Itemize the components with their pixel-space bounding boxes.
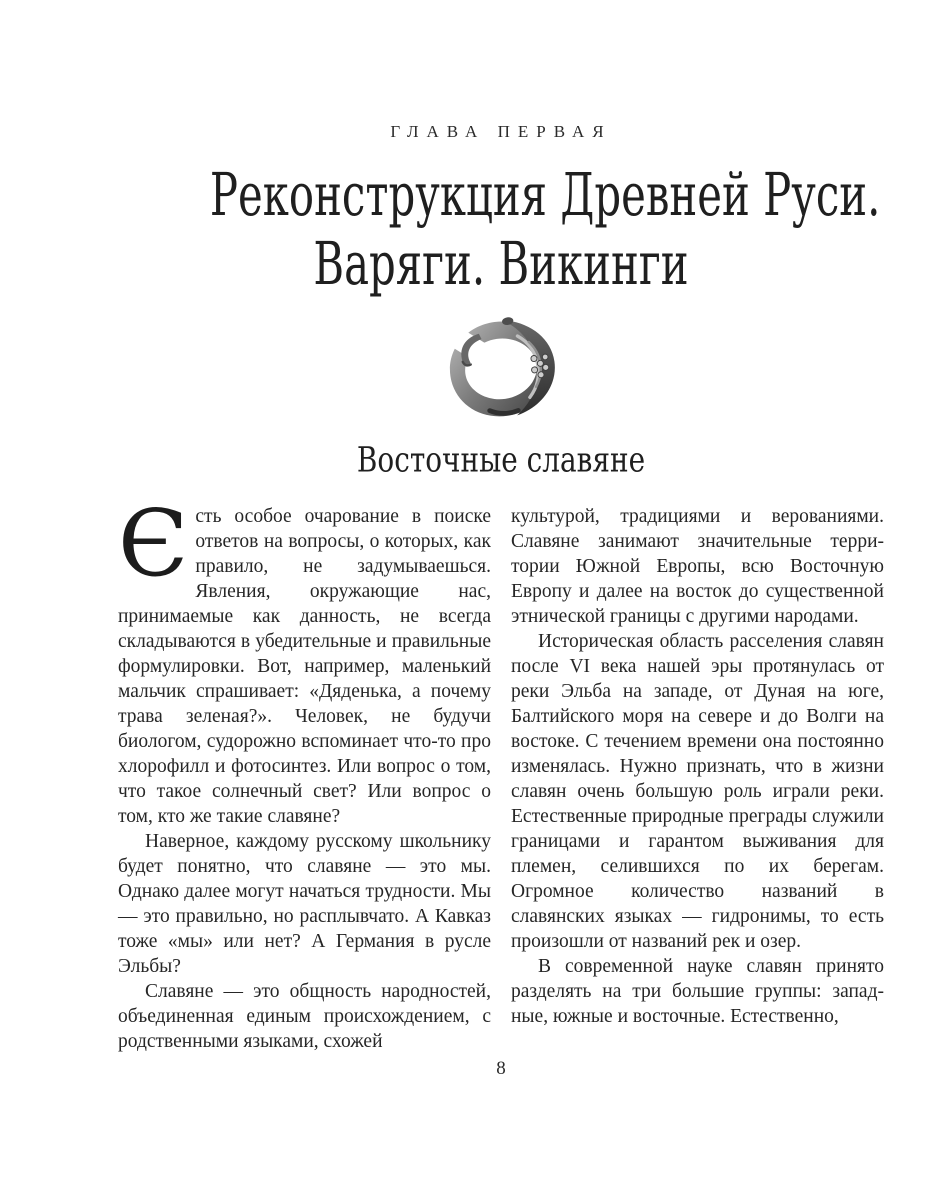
page-number: 8 — [496, 1058, 506, 1079]
ring-ornament-image — [433, 314, 569, 420]
body-text — [118, 490, 884, 1054]
paragraph: Славяне — это общность народностей, объединенная единым происхождением, с родственными языками, схожей — [118, 981, 491, 1052]
section-heading: Восточные славяне — [356, 440, 646, 481]
chapter-title-line-1: Реконструкция Древней Руси. — [209, 160, 881, 230]
text-column-left — [118, 490, 491, 1054]
paragraph: Историческая область расселения славян после VI века нашей эры протянулась от реки Эльба на западе, от Дуная на юге, Балтийского моря на севере и до Волги на востоке. С течением времени она постоянно изменялась. Нужно признать, что в жизни славян очень большую роль играли реки. Естественные природные преграды служили границами и гарантом выживания для племен, селившихся по их берегам. Огромное количество названий в славянских языках — гидронимы, то есть произошли от названий рек и озер. — [511, 631, 884, 952]
text-column-right — [511, 504, 884, 1054]
chapter-label: ГЛАВА ПЕРВАЯ — [390, 122, 612, 141]
paragraph: Наверное, каждому русскому школьнику будет понятно, что славяне — это мы. Однако далее могут начаться трудности. Мы — это правильно, но расплывчато. А Кавказ тоже «мы» или нет? А Германия в русле Эльбы? — [118, 831, 491, 977]
drop-cap: Є — [118, 490, 189, 597]
paragraph: В современной науке славян принято разделять на три большие группы: западные, южные и восточные. Естественно, — [511, 956, 884, 1027]
page-content — [118, 0, 884, 1054]
paragraph: культурой, традициями и верованиями. Славяне занимают значительные территории Южной Европы, всю Восточную Европу и далее на восток до существенной этнической границы с другими народами. — [511, 506, 884, 627]
paragraph-lead — [118, 490, 491, 829]
ring-ornament-figure — [118, 314, 884, 420]
chapter-title-line-2: Варяги. Викинги — [313, 229, 689, 299]
paragraph-text: сть особое очарование в поиске ответов на вопросы, о которых, как правило, не задумываешься. Явления, окружающие нас, принимаемые как данность, не всегда складываются в убедительные и правильные формулировки. Вот, например, маленький мальчик спрашивает: «Дяденька, а почему трава зеленая?». Человек, не будучи биологом, судорожно вспоминает что-то про хлорофилл и фотосинтез. Или вопрос о том, что такое солнечный свет? Или вопрос о том, кто же такие славяне? — [118, 506, 491, 827]
chapter-title — [209, 160, 881, 299]
